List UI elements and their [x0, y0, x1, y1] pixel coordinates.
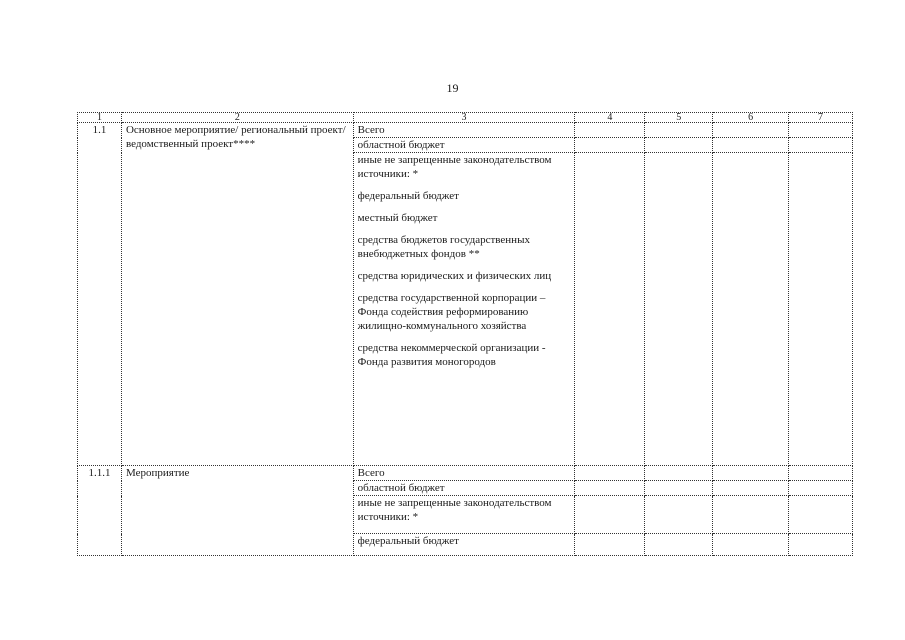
source-housing-fund: средства государственной корпорации – Фонда содействия реформированию жилищно-коммунального хозяйства [357, 292, 546, 332]
source-legal-persons: средства юридических и физических лиц [357, 270, 552, 282]
source-monotown-fund: средства некоммерческой организации - Фонда развития моногородов [357, 342, 546, 368]
header-cell-7: 7 [789, 113, 853, 123]
row-number: 1.1.1 [78, 466, 122, 556]
source-other: иные не запрещенные законодательством источники: * [357, 154, 552, 180]
table-row [78, 466, 853, 481]
header-cell-4: 4 [575, 113, 645, 123]
funding-table [77, 112, 853, 556]
event-name: Мероприятие [121, 466, 353, 556]
row-number: 1.1 [78, 123, 122, 466]
source-other: иные не запрещенные законодательством источники: * [353, 496, 575, 534]
source-other-group [353, 153, 575, 466]
source-federal: федеральный бюджет [357, 190, 459, 202]
header-cell-1: 1 [78, 113, 122, 123]
table-row [78, 123, 853, 138]
header-cell-6: 6 [713, 113, 789, 123]
header-cell-3: 3 [353, 113, 575, 123]
header-cell-2: 2 [121, 113, 353, 123]
source-federal: федеральный бюджет [353, 534, 575, 556]
header-row [78, 113, 853, 123]
source-local: местный бюджет [357, 212, 438, 224]
event-name: Основное мероприятие/ региональный проект/ведомственный проект**** [121, 123, 353, 466]
source-regional: областной бюджет [353, 138, 575, 153]
source-regional: областной бюджет [353, 481, 575, 496]
page-number: 19 [446, 81, 459, 95]
source-total: Всего [353, 466, 575, 481]
header-cell-5: 5 [645, 113, 713, 123]
source-total: Всего [353, 123, 575, 138]
source-offbudget-funds: средства бюджетов государственных внебюджетных фондов ** [357, 234, 530, 260]
